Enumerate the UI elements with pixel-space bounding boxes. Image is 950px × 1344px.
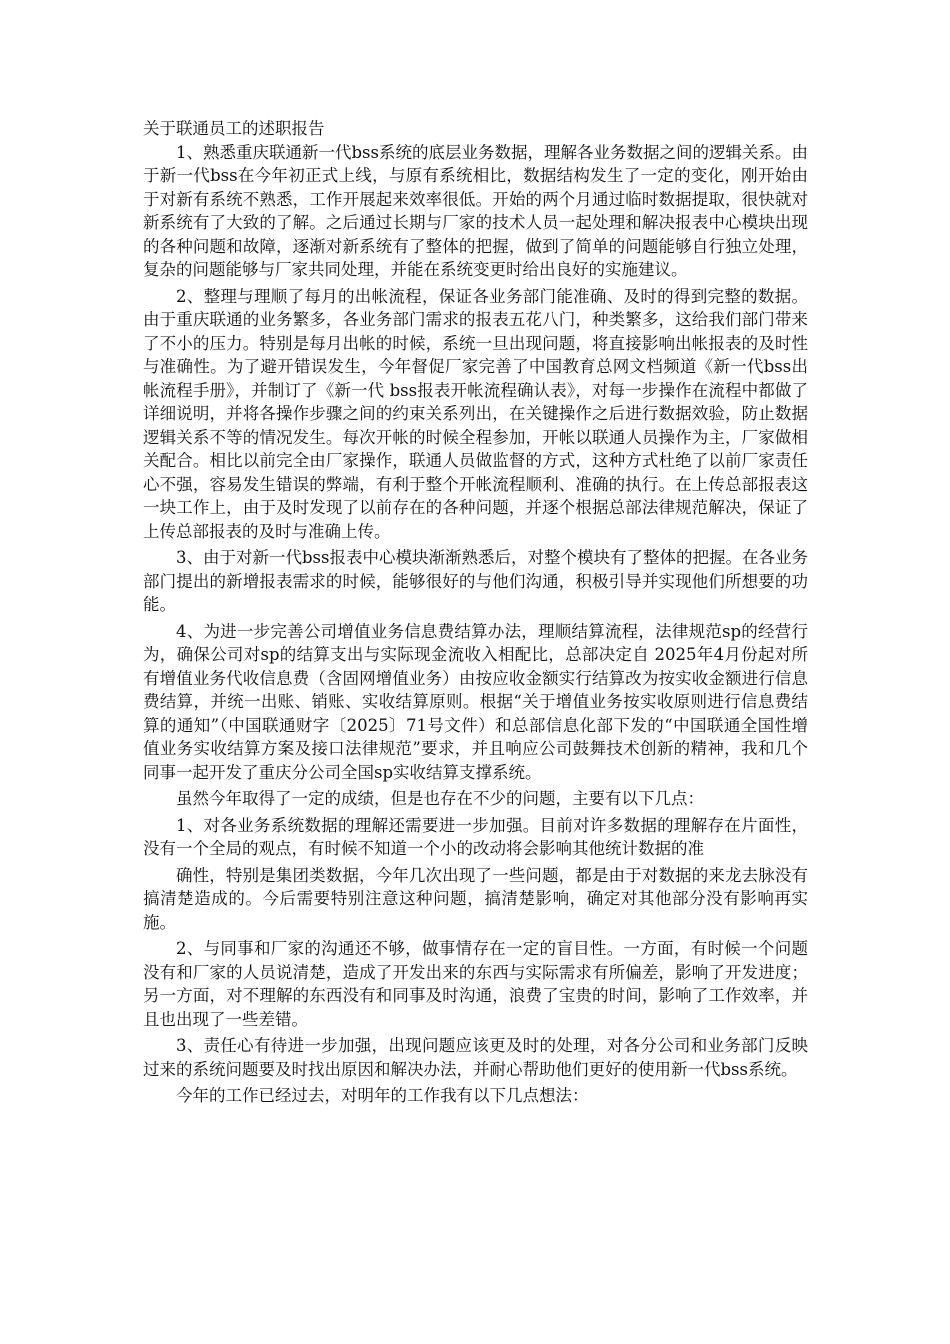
paragraph-sp-settlement: 4、为进一步完善公司增值业务信息费结算办法，理顺结算流程，法律规范sp的经营行为，确保公司对sp的结算支出与实际现金流收入相配比，总部决定自 2025年4月份起对所有增值业务代收信息费（含固网增值业务）由按应收金额实行结算改为按实收金额进行信息费结算，并统一出账、销账、实收结算原则。根据“关于增值业务按实收原则进行信息费结算的通知”（中国联通财字〔2025〕71号文件）和总部信息化部下发的“中国联通全国性增值业务实收结算方案及接口法律规范”要求，并且响应公司鼓舞技术创新的精神，我和几个同事一起开发了重庆分公司全国sp实收结算支撑系统。 [143,621,808,782]
paragraph-report-module: 3、由于对新一代bss报表中心模块渐渐熟悉后，对整个模块有了整体的把握。在各业务部门提出的新增报表需求的时候，能够很好的与他们沟通，积极引导并实现他们所想要的功能。 [143,548,808,614]
paragraph-problem-data-understanding: 1、对各业务系统数据的理解还需要进一步加强。目前对许多数据的理解存在片面性，没有一个全局的观点，有时候不知道一个小的改动将会影响其他统计数据的准 [143,815,808,858]
paragraph-problem-data-continued: 确性，特别是集团类数据，今年几次出现了一些问题，都是由于对数据的来龙去脉没有搞清楚造成的。今后需要特别注意这种问题，搞清楚影响，确定对其他部分没有影响再实施。 [143,865,808,932]
paragraph-problems-intro: 虽然今年取得了一定的成绩，但是也存在不少的问题，主要有以下几点： [176,789,704,808]
paragraph-billing-process: 2、整理与理顺了每月的出帐流程，保证各业务部门能准确、及时的得到完整的数据。由于重庆联通的业务繁多，各业务部门需求的报表五花八门，种类繁多，这给我们部门带来了不小的压力。特别是每月出帐的时候，系统一旦出现问题，将直接影响出帐报表的及时性与准确性。为了避开错误发生，今年督促厂家完善了中国教育总网文档频道《新一代bss出帐流程手册》，并制订了《新一代 bss报表开帐流程确认表》，对每一步操作在流程中都做了详细说明，并将各操作步骤之间的约束关系列出，在关键操作之后进行数据效验，防止数据逻辑关系不等的情况发生。每次开帐的时候全程参加，开帐以联通人员操作为主，厂家做相关配合。相比以前完全由厂家操作，联通人员做监督的方式，这种方式杜绝了以前厂家责任心不强，容易发生错误的弊端，有利于整个开帐流程顺利、准确的执行。在上传总部报表这一块工作上，由于及时发现了以前存在的各种问题，并逐个根据总部法律规范解决，保证了上传总部报表的及时与准确上传。 [143,286,808,541]
document-title: 关于联通员工的述职报告 [143,119,325,138]
document-page [143,117,808,1111]
paragraph-next-year-plans: 今年的工作已经过去，对明年的工作我有以下几点想法： [176,1086,589,1105]
paragraph-system-familiarity: 1、熟悉重庆联通新一代bss系统的底层业务数据，理解各业务数据之间的逻辑关系。由于新一代bss在今年初正式上线，与原有系统相比，数据结构发生了一定的变化，刚开始由于对新有系统不熟悉，工作开展起来效率很低。开始的两个月通过临时数据提取，很快就对新系统有了大致的了解。之后通过长期与厂家的技术人员一起处理和解决报表中心模块出现的各种问题和故障，逐渐对新系统有了整体的把握，做到了简单的问题能够自行独立处理，复杂的问题能够与厂家共同处理，并能在系统变更时给出良好的实施建议。 [143,142,808,279]
paragraph-problem-communication: 2、与同事和厂家的沟通还不够，做事情存在一定的盲目性。一方面，有时候一个问题没有和厂家的人员说清楚，造成了开发出来的东西与实际需求有所偏差，影响了开发进度；另一方面，对不理解的东西没有和同事及时沟通，浪费了宝贵的时间，影响了工作效率，并且也出现了一些差错。 [143,939,808,1029]
paragraph-problem-responsibility: 3、责任心有待进一步加强，出现问题应该更及时的处理，对各分公司和业务部门反映过来的系统问题要及时找出原因和解决办法，并耐心帮助他们更好的使用新一代bss系统。 [143,1036,808,1079]
